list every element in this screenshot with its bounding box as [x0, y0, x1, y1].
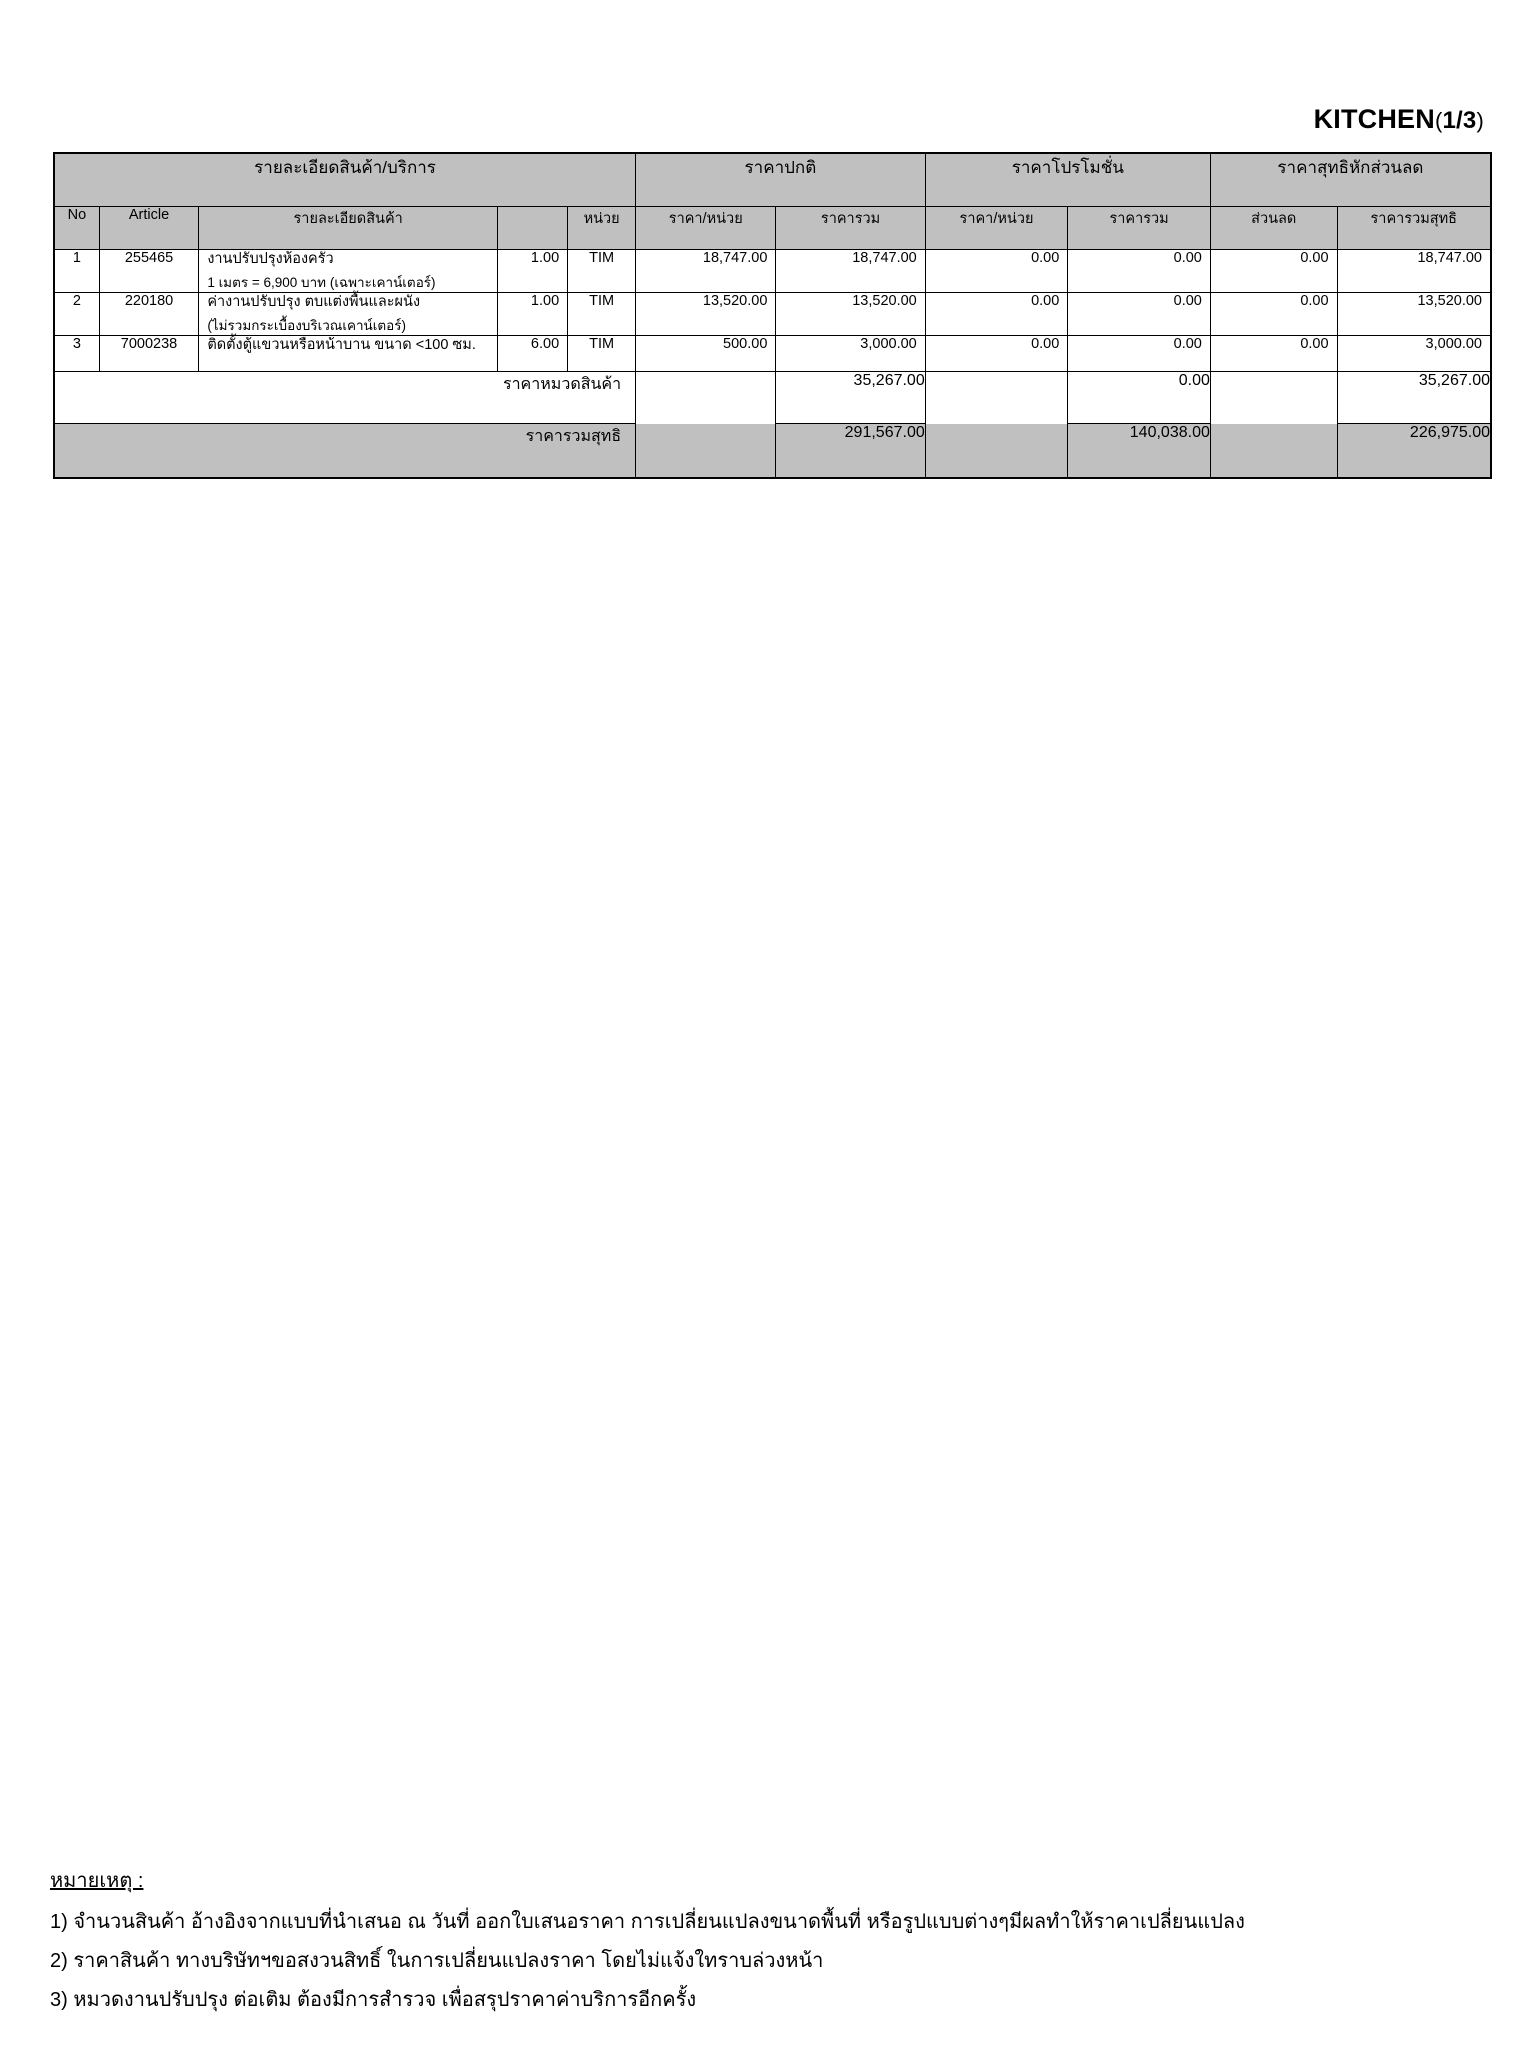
table-row: [54, 336, 1491, 372]
cell-discount: 0.00: [1210, 336, 1337, 372]
group-header-promo-price: ราคาโปรโมชั่น: [925, 153, 1210, 207]
subtotal-spacer-normal-unit: [636, 372, 776, 424]
note-item: 3) หมวดงานปรับปรุง ต่อเติม ต้องมีการสำรวจ เพื่อสรุปราคาค่าบริการอีกครั้ง: [50, 1989, 697, 2011]
column-header-promo-unit-price: ราคา/หน่วย: [925, 207, 1068, 250]
table-row: [54, 250, 1491, 293]
cell-promo-total: 0.00: [1068, 250, 1211, 293]
cell-description-main: งานปรับปรุงห้องครัว: [207, 251, 334, 267]
notes-title: หมายเหตุ :: [50, 1870, 144, 1892]
page-title-text: KITCHEN: [1313, 104, 1435, 134]
cell-normal-unit-price: 500.00: [636, 336, 776, 372]
cell-qty: 6.00: [498, 336, 568, 372]
group-header-normal-price: ราคาปกติ: [636, 153, 926, 207]
grand-total-spacer-normal-unit: [636, 424, 776, 478]
cell-promo-unit-price: 0.00: [925, 336, 1068, 372]
table-row: [54, 293, 1491, 336]
cell-normal-unit-price: 13,520.00: [636, 293, 776, 336]
page-number: 1/3: [1442, 107, 1477, 134]
cell-article: 7000238: [99, 336, 199, 372]
cell-description: [199, 250, 498, 293]
quotation-table-container: [53, 152, 1492, 479]
cell-no: 2: [54, 293, 99, 336]
subtotal-row: [54, 372, 1491, 424]
cell-net-total: 13,520.00: [1337, 293, 1491, 336]
page-title-paren-open: (: [1434, 108, 1443, 133]
cell-unit: TIM: [568, 336, 636, 372]
cell-net-total: 3,000.00: [1337, 336, 1491, 372]
cell-promo-unit-price: 0.00: [925, 293, 1068, 336]
column-header-normal-unit-price: ราคา/หน่วย: [636, 207, 776, 250]
page-title: [1314, 104, 1484, 135]
subtotal-normal-total: 35,267.00: [776, 372, 925, 424]
cell-qty: 1.00: [498, 250, 568, 293]
cell-qty: 1.00: [498, 293, 568, 336]
note-item: 2) ราคาสินค้า ทางบริษัทฯขอสงวนสิทธิ์ ในการเปลี่ยนแปลงราคา โดยไม่แจ้งใทราบล่วงหน้า: [50, 1950, 824, 1972]
subtotal-promo-total: 0.00: [1068, 372, 1211, 424]
cell-net-total: 18,747.00: [1337, 250, 1491, 293]
cell-description: [199, 293, 498, 336]
column-header-promo-total: ราคารวม: [1068, 207, 1211, 250]
column-header-no: No: [54, 207, 99, 250]
grand-total-row: [54, 424, 1491, 478]
cell-normal-unit-price: 18,747.00: [636, 250, 776, 293]
page-title-paren-close: ): [1476, 108, 1484, 133]
cell-description: [199, 336, 498, 372]
subtotal-label: ราคาหมวดสินค้า: [54, 372, 636, 424]
cell-no: 3: [54, 336, 99, 372]
cell-description-sub: 1 เมตร = 6,900 บาท (เฉพาะเคาน์เตอร์): [207, 274, 436, 290]
column-header-description: รายละเอียดสินค้า: [199, 207, 498, 250]
cell-description-sub: (ไม่รวมกระเบื้องบริเวณเคาน์เตอร์): [207, 317, 407, 333]
cell-description-main: ค่างานปรับปรุง ตบแต่งพื้นและผนัง: [207, 294, 421, 311]
cell-unit: TIM: [568, 293, 636, 336]
column-header-net-total: ราคารวมสุทธิ: [1337, 207, 1491, 250]
grand-total-normal: 291,567.00: [776, 424, 925, 478]
grand-total-label: ราคารวมสุทธิ: [54, 424, 636, 478]
grand-total-spacer-promo-unit: [925, 424, 1068, 478]
cell-promo-total: 0.00: [1068, 293, 1211, 336]
column-header-article: Article: [99, 207, 199, 250]
table-group-header-row: [54, 153, 1491, 207]
cell-description-main: ติดตั้งตู้แขวนหรือหน้าบาน ขนาด <100 ซม.: [207, 337, 476, 354]
cell-article: 220180: [99, 293, 199, 336]
quotation-table: [53, 152, 1492, 479]
grand-total-net: 226,975.00: [1337, 424, 1491, 478]
column-header-discount: ส่วนลด: [1210, 207, 1337, 250]
note-item: 1) จำนวนสินค้า อ้างอิงจากแบบที่นำเสนอ ณ วันที่ ออกใบเสนอราคา การเปลี่ยนแปลงขนาดพื้นที่ หรือรูปแบบต่างๆมีผลทำให้ราคาเปลี่ยนแปลง: [50, 1911, 1245, 1933]
cell-normal-total: 13,520.00: [776, 293, 925, 336]
cell-unit: TIM: [568, 250, 636, 293]
group-header-details: รายละเอียดสินค้า/บริการ: [54, 153, 636, 207]
group-header-net-price: ราคาสุทธิหักส่วนลด: [1210, 153, 1491, 207]
cell-normal-total: 18,747.00: [776, 250, 925, 293]
subtotal-net-total: 35,267.00: [1337, 372, 1491, 424]
column-header-unit: หน่วย: [568, 207, 636, 250]
cell-article: 255465: [99, 250, 199, 293]
grand-total-spacer-discount: [1210, 424, 1337, 478]
cell-normal-total: 3,000.00: [776, 336, 925, 372]
cell-promo-total: 0.00: [1068, 336, 1211, 372]
column-header-qty: [498, 207, 568, 250]
cell-discount: 0.00: [1210, 293, 1337, 336]
cell-discount: 0.00: [1210, 250, 1337, 293]
grand-total-promo: 140,038.00: [1068, 424, 1211, 478]
subtotal-spacer-promo-unit: [925, 372, 1068, 424]
cell-promo-unit-price: 0.00: [925, 250, 1068, 293]
subtotal-spacer-discount: [1210, 372, 1337, 424]
table-column-header-row: [54, 207, 1491, 250]
notes-section: [50, 1862, 1450, 2020]
cell-no: 1: [54, 250, 99, 293]
column-header-normal-total: ราคารวม: [776, 207, 925, 250]
